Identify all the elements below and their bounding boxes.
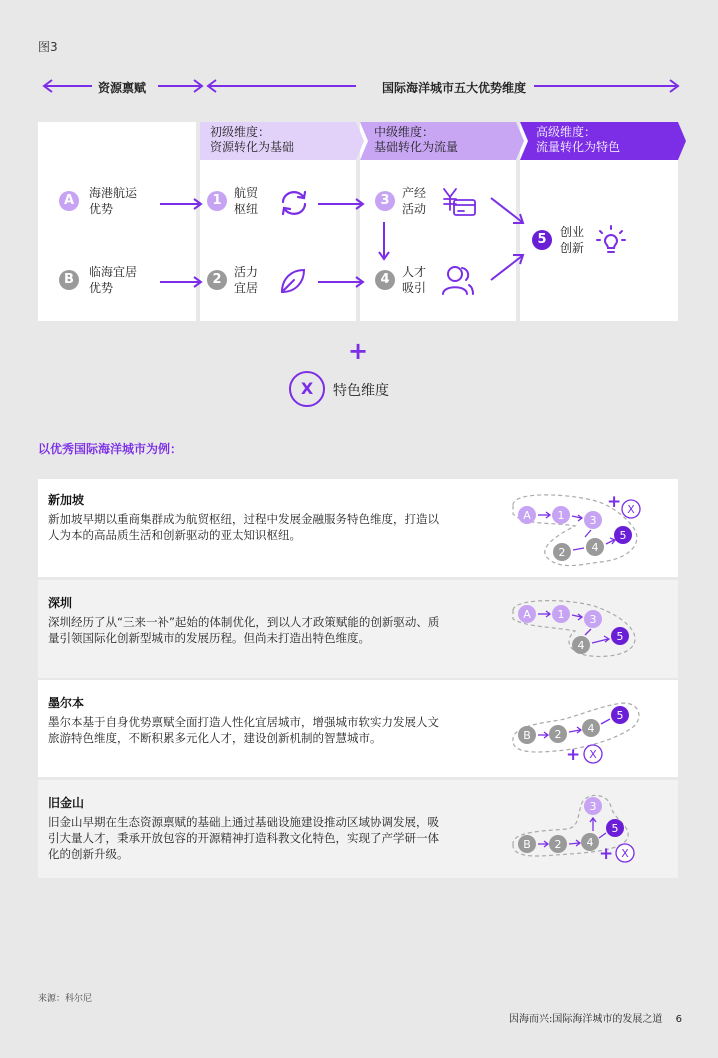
mini-4: 4 — [577, 639, 585, 652]
node-2-line2: 宜居 — [234, 281, 259, 295]
node-4-line1: 人才 — [402, 265, 427, 279]
mini-3: 3 — [589, 514, 597, 527]
node-5-line1: 创业 — [560, 225, 585, 239]
money-card-icon — [440, 186, 478, 220]
column-primary-line1: 初级维度： — [210, 125, 271, 139]
node-b-line1: 临海宜居 — [89, 265, 138, 279]
case-body: 深圳经历了从“三来一补”起始的体制优化，到以人才政策赋能的创新驱动、质量引领国际化创新型城市的发展历程。但尚未打造出特色维度。 — [48, 615, 440, 645]
node-2-badge: 2 — [207, 270, 227, 290]
mini-b: B — [523, 838, 531, 851]
lightbulb-icon — [596, 224, 626, 258]
source-note: 来源：科尔尼 — [38, 994, 93, 1004]
node-a-line2: 优势 — [89, 202, 114, 216]
people-icon — [440, 263, 476, 297]
refresh-icon — [278, 188, 310, 218]
examples-heading: 以优秀国际海洋城市为例： — [38, 442, 183, 456]
mini-a: A — [523, 608, 531, 621]
mini-x: X — [621, 847, 629, 860]
mini-5: 5 — [611, 822, 619, 835]
node-3-line2: 活动 — [402, 202, 427, 216]
case-title: 墨尔本 — [48, 696, 85, 710]
mini-2: 2 — [558, 546, 566, 559]
node-2-line1: 活力 — [234, 265, 259, 279]
case-body: 墨尔本基于自身优势禀赋全面打造人性化宜居城市，增强城市软实力发展人文旅游特色维度，不断积累多元化人才，建设创新机制的智慧城市。 — [48, 715, 439, 745]
mini-path-singapore — [505, 490, 655, 572]
node-4-badge: 4 — [375, 270, 395, 290]
mini-2: 2 — [554, 728, 562, 741]
mini-1: 1 — [557, 509, 565, 522]
mini-path-shenzhen — [505, 595, 655, 665]
node-a-badge: A — [59, 191, 79, 211]
node-a-line1: 海港航运 — [89, 186, 138, 200]
mini-x: X — [627, 503, 635, 516]
header-left-label: 资源禀赋 — [98, 81, 147, 95]
leaf-icon — [278, 266, 308, 296]
figure-label: 图3 — [38, 40, 58, 54]
mini-5: 5 — [619, 529, 627, 542]
node-3-line1: 产经 — [402, 186, 427, 200]
node-5-badge: 5 — [532, 230, 552, 250]
mini-plus: + — [599, 844, 614, 864]
node-b-line2: 优势 — [89, 281, 114, 295]
feature-label: 特色维度 — [333, 383, 389, 399]
plus-sign: + — [348, 337, 369, 365]
node-1-line2: 枢纽 — [234, 202, 259, 216]
mini-3: 3 — [589, 800, 597, 813]
mini-1: 1 — [557, 608, 565, 621]
mini-3: 3 — [589, 613, 597, 626]
mini-path-melbourne — [505, 697, 655, 769]
mini-4: 4 — [587, 722, 595, 735]
case-title: 深圳 — [48, 596, 73, 610]
mini-b: B — [523, 729, 531, 742]
mini-4: 4 — [586, 836, 594, 849]
column-middle-line2: 基础转化为流量 — [374, 140, 459, 154]
header-right-label: 国际海洋城市五大优势维度 — [382, 81, 527, 95]
mini-5: 5 — [616, 630, 624, 643]
node-1-badge: 1 — [207, 191, 227, 211]
footer — [509, 1010, 682, 1025]
feature-badge: X — [289, 371, 325, 407]
footer-title: 因海而兴:国际海洋城市的发展之道 — [509, 1014, 663, 1025]
mini-plus: + — [566, 745, 581, 765]
mini-x: X — [589, 748, 597, 761]
column-advanced-line2: 流量转化为特色 — [536, 140, 621, 154]
node-3-badge: 3 — [375, 191, 395, 211]
column-primary-line2: 资源转化为基础 — [210, 140, 295, 154]
column-middle-line1: 中级维度： — [374, 125, 435, 139]
case-body: 旧金山早期在生态资源禀赋的基础上通过基础设施建设推动区域协调发展，吸引大量人才，秉承开放包容的开源精神打造科教文化特色，实现了产学研一体化的创新升级。 — [48, 815, 439, 861]
mini-path-sanfrancisco — [505, 793, 655, 867]
node-4-line2: 吸引 — [402, 281, 427, 295]
mini-5: 5 — [616, 709, 624, 722]
case-title: 新加坡 — [48, 493, 85, 507]
diagram-connectors — [0, 0, 718, 330]
mini-4: 4 — [591, 541, 599, 554]
node-5-line2: 创新 — [560, 241, 585, 255]
case-title: 旧金山 — [48, 796, 85, 810]
node-b-badge: B — [59, 270, 79, 290]
mini-plus: + — [607, 492, 622, 512]
mini-2: 2 — [554, 838, 562, 851]
case-body: 新加坡早期以重商集群成为航贸枢纽，过程中发展金融服务特色维度，打造以人为本的高品质生活和创新驱动的亚太知识枢纽。 — [48, 512, 439, 542]
column-advanced-line1: 高级维度： — [536, 125, 597, 139]
page-number: 6 — [675, 1014, 682, 1025]
mini-a: A — [523, 509, 531, 522]
node-1-line1: 航贸 — [234, 186, 259, 200]
